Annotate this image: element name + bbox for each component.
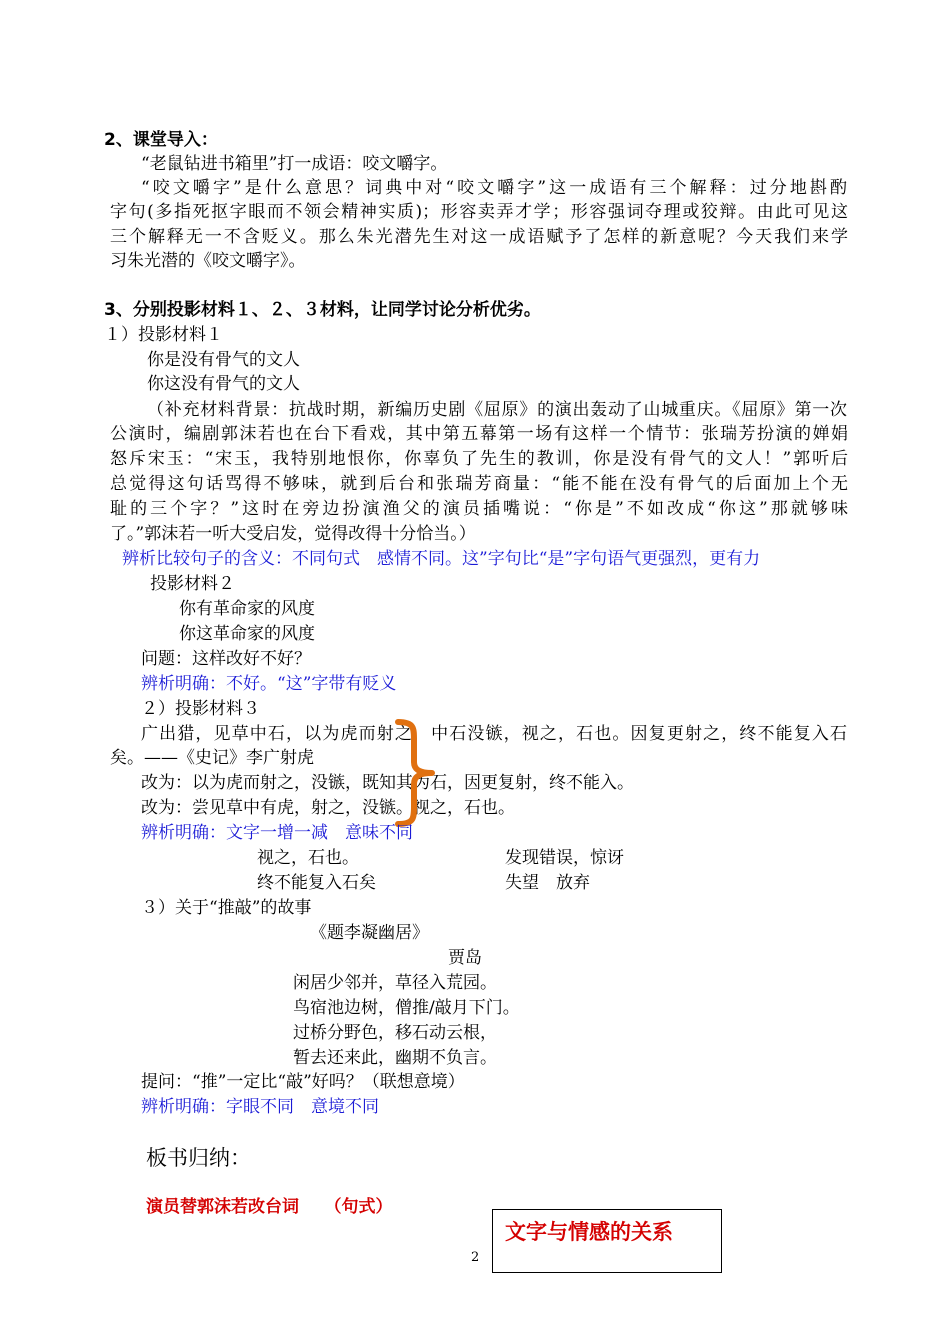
board-item-1: 演员替郭沫若改台词 （句式） — [146, 1197, 393, 1217]
section-2-heading: 2、课堂导入： — [104, 130, 218, 150]
board-summary-heading: 板书归纳： — [146, 1146, 251, 1170]
material-3-original-line: 广出猎，见草中石，以为虎而射之，中石没镞，视之，石也。因复更射之，终不能复入石 — [141, 724, 847, 744]
material-2-question: 问题：这样改好不好？ — [141, 649, 311, 669]
poem-author: 贾岛 — [448, 948, 482, 968]
poem-line: 闲居少邻并，草径入荒园。 — [293, 973, 497, 993]
material-3-original-line: 矣。——《史记》李广射虎 — [110, 748, 314, 768]
material-1-sentence-a: 你是没有骨气的文人 — [147, 350, 300, 370]
poem-line: 过桥分野色，移石动云根， — [293, 1023, 497, 1043]
riddle-line: “老鼠钻进书箱里”打一成语：咬文嚼字。 — [141, 154, 448, 174]
poem-line: 暂去还来此，幽期不负言。 — [293, 1048, 497, 1068]
material-2-sentence-a: 你有革命家的风度 — [179, 599, 315, 619]
page-number: 2 — [471, 1250, 480, 1265]
comparison-left: 视之，石也。 — [257, 848, 359, 868]
intro-para-line: 习朱光潜的《咬文嚼字》。 — [110, 251, 306, 271]
background-line: 公演时，编剧郭沫若也在台下看戏，其中第五幕第一场有这样一个情节：张瑞芳扮演的婵娟 — [110, 424, 848, 444]
summary-box — [492, 1209, 722, 1273]
intro-para-line: 字句(多指死抠字眼而不领会精神实质)；形容卖弄才学；形容强词夺理或狡辩。由此可见这 — [110, 202, 848, 222]
material-1-sentence-b: 你这没有骨气的文人 — [147, 374, 300, 394]
intro-para-line: “咬文嚼字”是什么意思？词典中对“咬文嚼字”这一成语有三个解释：过分地斟酌 — [141, 178, 847, 198]
material-1-label: １）投影材料１ — [104, 325, 223, 345]
material-1-analysis: 辨析比较句子的含义：不同句式 感情不同。这”字句比“是”字句语气更强烈，更有力 — [122, 549, 761, 569]
comparison-right: 失望 放弃 — [505, 873, 590, 893]
background-line: 耻的三个字？”这时在旁边扮演渔父的演员插嘴说：“你是”不如改成“你这”那就够味 — [110, 499, 848, 519]
poem-title: 《题李凝幽居》 — [310, 923, 429, 943]
section-3-heading: 3、分别投影材料１、２、３材料，让同学讨论分析优劣。 — [104, 300, 541, 320]
summary-box-text: 文字与情感的关系 — [505, 1220, 673, 1244]
background-line: 怒斥宋玉：“宋玉，我特别地恨你，你辜负了先生的教训，你是没有骨气的文人！”郭听后 — [110, 449, 848, 469]
background-line: 了。”郭沫若一听大受启发，觉得改得十分恰当。） — [110, 524, 476, 544]
curly-brace-mark — [392, 718, 438, 828]
intro-para-line: 三个解释无一不含贬义。那么朱光潜先生对这一成语赋予了怎样的新意呢？今天我们来学 — [110, 227, 848, 247]
background-line: 总觉得这句话骂得不够味，就到后台和张瑞芳商量：“能不能在没有骨气的后面加上个无 — [110, 474, 848, 494]
material-3-change-1: 改为：以为虎而射之，没镞，既知其为石，因更复射，终不能入。 — [141, 773, 634, 793]
material-3-change-2: 改为：尝见草中有虎，射之，没镞。视之，石也。 — [141, 798, 515, 818]
tuiqiao-label: ３）关于“推敲”的故事 — [141, 898, 312, 918]
poem-line: 鸟宿池边树，僧推/敲月下门。 — [293, 998, 520, 1018]
material-2-sentence-b: 你这革命家的风度 — [179, 624, 315, 644]
comparison-left: 终不能复入石矣 — [257, 873, 376, 893]
tuiqiao-question: 提问：“推”一定比“敲”好吗？（联想意境） — [141, 1072, 465, 1092]
comparison-right: 发现错误，惊讶 — [505, 848, 624, 868]
material-2-answer: 辨析明确：不好。“这”字带有贬义 — [141, 674, 397, 694]
background-line: （补充材料背景：抗战时期，新编历史剧《屈原》的演出轰动了山城重庆。《屈原》第一次 — [147, 400, 847, 420]
material-2-label: 投影材料２ — [150, 574, 235, 594]
tuiqiao-answer: 辨析明确：字眼不同 意境不同 — [141, 1097, 379, 1117]
material-3-label: ２）投影材料３ — [141, 699, 260, 719]
material-3-answer: 辨析明确：文字一增一减 意味不同 — [141, 823, 413, 843]
